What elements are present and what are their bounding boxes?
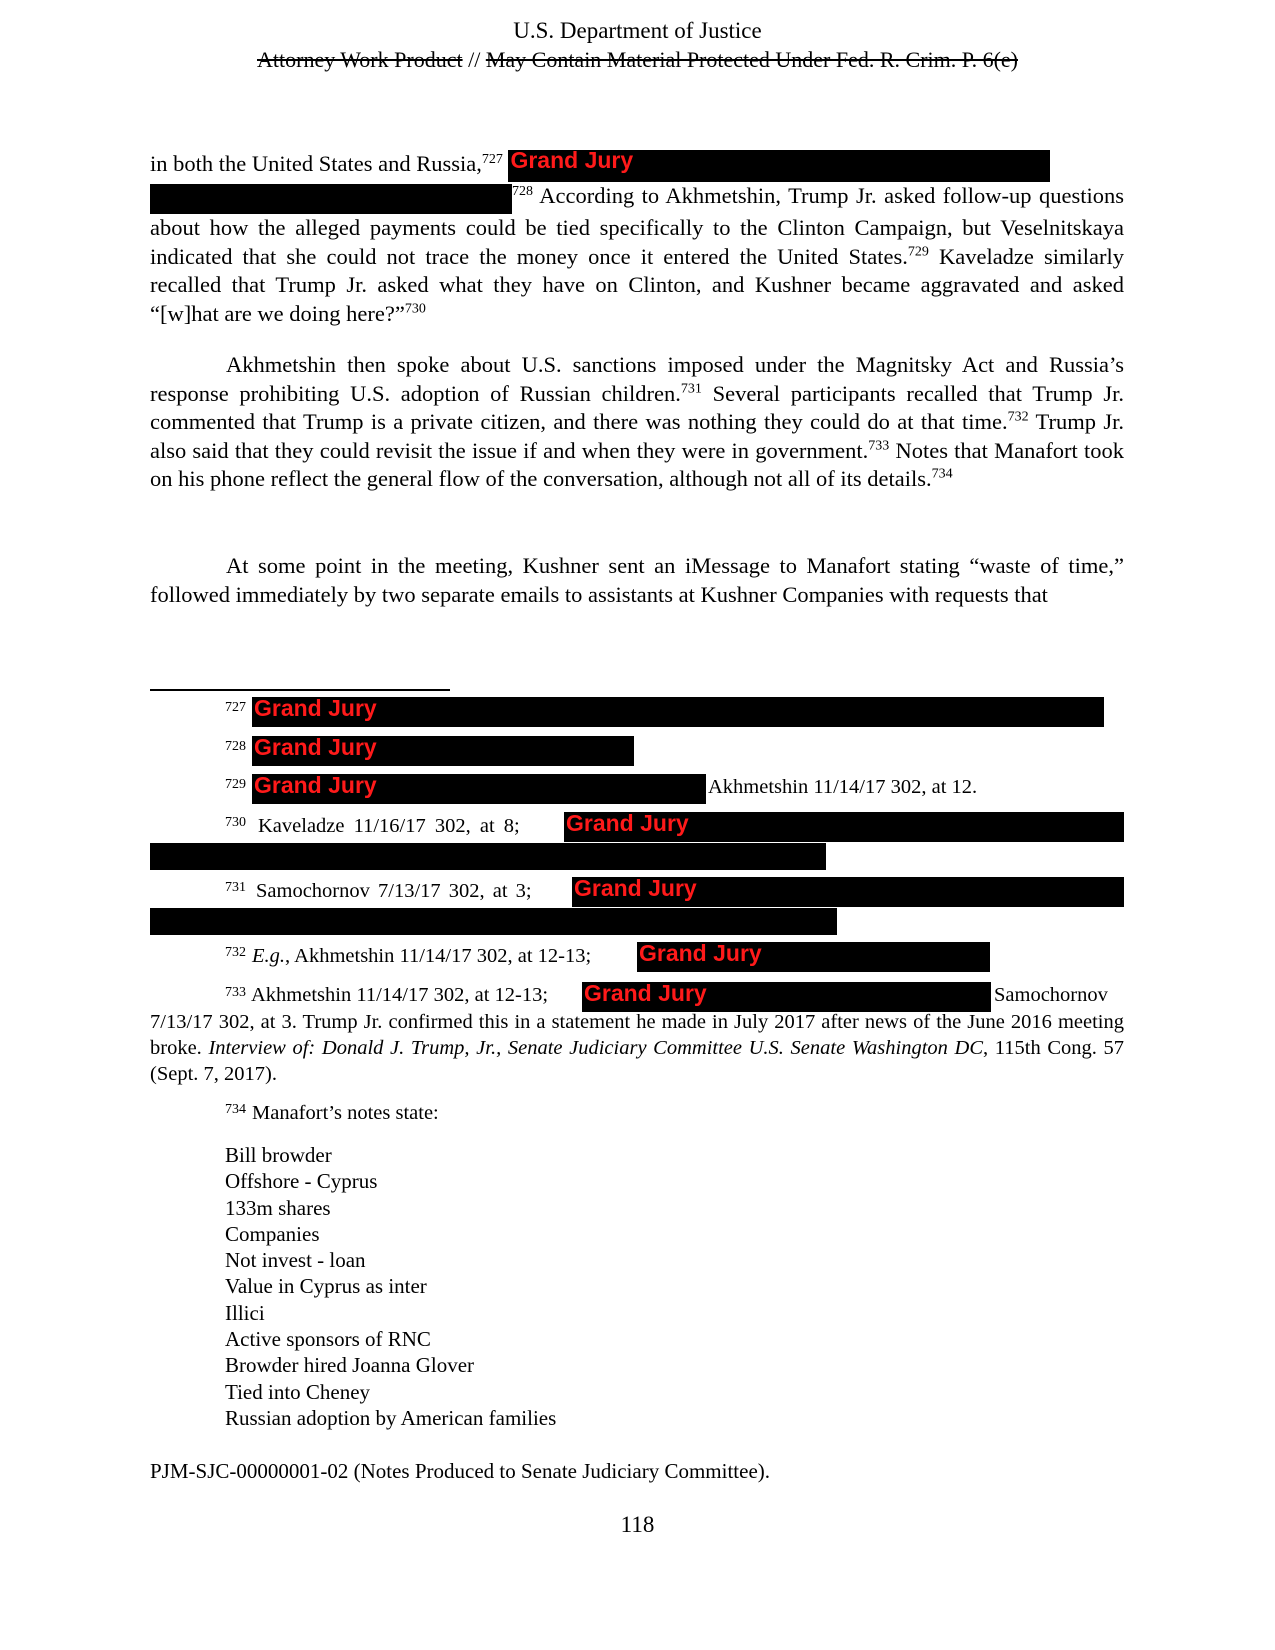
note-line: Value in Cyprus as inter [225,1274,427,1299]
redaction-block [150,908,837,935]
p2-text-a: Akhmetshin then spoke about U.S. sanctions imposed under the Magnitsky Act and Russia’s response prohibiting U.S. adoption of Russian children. [150,352,1124,406]
note-line: Russian adoption by American families [225,1405,557,1430]
redaction-label: Grand Jury [566,810,689,836]
footnote-730-text: Kaveladze 11/16/17 302, at 8; [258,815,520,837]
manafort-notes-list [225,1142,556,1431]
redaction-label: Grand Jury [510,147,634,173]
note-line: Tied into Cheney [225,1379,371,1404]
paragraph-1 [150,147,1124,328]
footnote-732-cite: , Akhmetshin 11/14/17 302, at 12-13; [285,945,592,967]
footnote-727-number: 727 [225,700,246,715]
notice-work-product: Attorney Work Product [257,47,463,72]
footnote-ref-729: 729 [907,244,929,260]
redaction-block [252,774,706,804]
redaction-block [582,982,991,1012]
header-notice [0,45,1275,75]
redaction-label: Grand Jury [639,940,762,966]
footnote-728-number: 728 [225,739,246,754]
redaction-block [637,942,990,972]
footnote-729-text: Akhmetshin 11/14/17 302, at 12. [708,776,978,798]
redaction-block [150,843,826,870]
footnote-732-number: 732 [225,945,246,960]
footnote-ref-732: 732 [1007,409,1029,425]
p2-text-c: Trump Jr. also said that they could revisit the issue if and when they were in government. [150,409,1124,463]
footnote-734-text: Manafort’s notes state: [252,1102,439,1124]
footnote-733-text-a: Akhmetshin 11/14/17 302, at 12-13; [251,984,549,1006]
footnote-ref-728: 728 [512,183,533,199]
redaction-label: Grand Jury [254,695,377,721]
footnote-733-number: 733 [225,985,246,1000]
header-agency: U.S. Department of Justice [513,18,762,43]
redaction-block [252,736,634,766]
footnote-ref-734: 734 [931,466,953,482]
page-number: 118 [620,1512,655,1537]
note-line: Not invest - loan [225,1248,366,1273]
note-line: Browder hired Joanna Glover [225,1353,475,1378]
notes-source-citation: PJM-SJC-00000001-02 (Notes Produced to Senate Judiciary Committee). [150,1459,771,1483]
note-line: Active sponsors of RNC [225,1327,431,1352]
note-line: Companies [225,1221,320,1246]
p1-text-c: Kaveladze similarly recalled that Trump Jr. asked what they have on Clinton, and Kushner became aggravated and asked “[w]hat are we doing here?” [150,243,1124,326]
redaction-label: Grand Jury [254,772,377,798]
redaction-block [564,812,1124,842]
footnote-733-text-b: Samochornov [994,984,1108,1006]
footnote-732-text [252,945,591,968]
note-line: 133m shares [225,1195,331,1220]
note-line: Bill browder [225,1143,332,1167]
footnote-733-text-d: , 115th Cong. 57 (Sept. 7, 2017). [150,1037,1124,1085]
footnote-730-number: 730 [225,815,246,830]
redaction-label: Grand Jury [584,980,707,1006]
footnote-733-text-c: 7/13/17 302, at 3. Trump Jr. confirmed this in a statement he made in July 2017 after news of the June 2016 meeting broke. [150,1011,1124,1059]
notice-separator: // [462,47,486,72]
footnote-731-text: Samochornov 7/13/17 302, at 3; [256,880,532,902]
note-line: Illici [225,1300,265,1325]
p1-text-b: According to Akhmetshin, Trump Jr. asked follow-up questions about how the alleged payments could be tied specifically to the Clinton Campaign, but Veselnitskaya indicated that she could not trace the money once it entered the United States. [150,183,1124,269]
footnote-731-number: 731 [225,880,246,895]
notice-rule-6e: May Contain Material Protected Under Fed. R. Crim. P. 6(e) [485,47,1018,72]
footnote-ref-727: 727 [481,151,503,167]
redaction-block [572,877,1124,907]
note-line: Offshore - Cyprus [225,1169,378,1194]
paragraph-2 [150,351,1124,494]
footnote-729-number: 729 [225,777,246,792]
footnote-ref-730: 730 [404,301,426,317]
footnote-divider [150,689,450,691]
redaction-block [508,147,1050,182]
redaction-label: Grand Jury [254,734,377,760]
footnote-ref-733: 733 [868,438,890,454]
paragraph-3: At some point in the meeting, Kushner sent an iMessage to Manafort stating “waste of time,” followed immediately by two separate emails to assistants at Kushner Companies with requests that [150,553,1124,607]
footnote-ref-731: 731 [680,381,702,397]
p2-text-d: Notes that Manafort took on his phone reflect the general flow of the conversation, although not all of its details. [150,437,1124,491]
p1-text-a: in both the United States and Russia, [150,151,482,177]
redaction-label: Grand Jury [574,875,697,901]
redaction-block [150,184,512,214]
footnote-733-continuation [150,1009,1124,1087]
footnote-733-interview-title: Interview of: Donald J. Trump, Jr., Senate Judiciary Committee U.S. Senate Washington DC [208,1037,983,1059]
redaction-block [252,697,1104,727]
footnote-734-number: 734 [225,1102,246,1117]
footnote-732-eg: E.g. [252,945,286,967]
p2-text-b: Several participants recalled that Trump Jr. commented that Trump is a private citizen, and there was nothing they could do at that time. [150,380,1124,434]
